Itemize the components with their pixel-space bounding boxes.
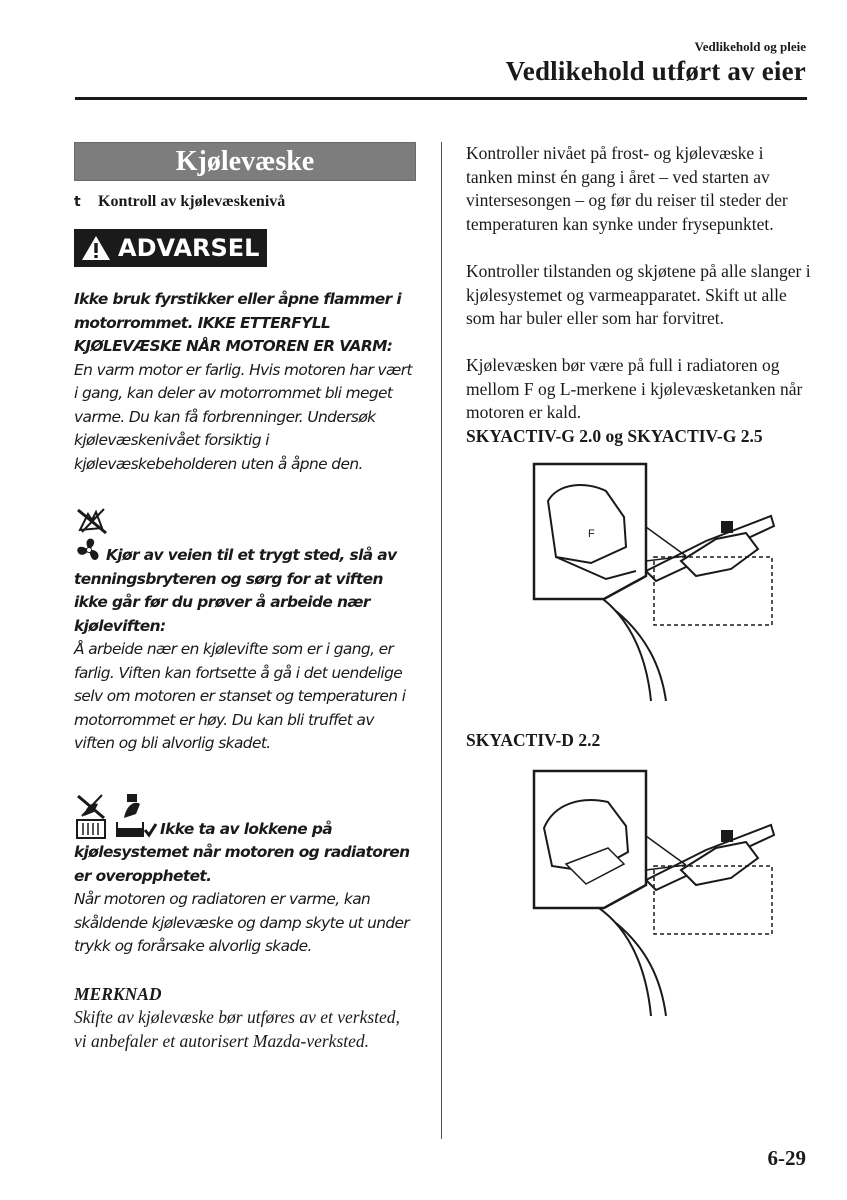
no-flame-icon [74, 506, 110, 536]
warning-block-1 [74, 288, 416, 476]
header-rule [75, 97, 807, 100]
warning-triangle-icon [80, 234, 112, 262]
warning-body: Å arbeide nær en kjølevifte som er i gang, er farlig. Viften kan fortsette å gå i det uendelige selv om motoren er stanset og temperaturen i motorrommet er høy. Du kan bli truffet av viften og bli alvorlig skadet. [74, 640, 406, 752]
left-column [74, 142, 416, 1053]
section-banner: Kjølevæske [74, 142, 416, 181]
coolant-tank-illustration-g [496, 461, 776, 701]
warning-badge [74, 229, 267, 267]
column-divider [441, 142, 442, 1139]
paragraph-coolant-check: Kontroller nivået på frost- og kjølevæske i tanken minst én gang i året – ved starten av vintersesongen – og før du reiser til steder der temperaturen kan synke under frysepunktet. [466, 143, 788, 235]
warning-badge-label: ADVARSEL [118, 234, 260, 262]
paragraph-level: Kjølevæsken bør være på full i radiatoren og mellom F og L-merkene i kjølevæsketanken når motoren er kald. [466, 354, 803, 423]
model-label-g: SKYACTIV-G 2.0 og SKYACTIV-G 2.5 [466, 426, 763, 447]
warning-block-2 [74, 506, 416, 756]
note-body: Skifte av kjølevæske bør utføres av et verksted, vi anbefaler et autorisert Mazda-verksted. [74, 1007, 400, 1051]
coolant-tank-cap-icon [114, 792, 158, 840]
note-title: MERKNAD [74, 983, 162, 1004]
subheading-text: Kontroll av kjølevæskenivå [98, 193, 286, 210]
model-label-d: SKYACTIV-D 2.2 [466, 729, 601, 750]
warning-title: Ikke ta av lokkene på kjølesystemet når motoren og radiatoren er overopphetet. [74, 792, 416, 889]
warning-title: Ikke bruk fyrstikker eller åpne flammer i motorrommet. IKKE ETTERFYLL KJØLEVÆSKE NÅR MOTOREN ER VARM: [74, 290, 402, 355]
paragraph-hoses: Kontroller tilstanden og skjøtene på alle slanger i kjølesystemet og varmeapparatet. Skift ut alle som har buler eller som har forvitret. [466, 260, 811, 329]
page-number: 6-29 [767, 1146, 806, 1170]
f-mark: F [588, 527, 595, 540]
fan-icon [74, 536, 104, 564]
subheading-bullet: t [74, 194, 81, 210]
coolant-tank-illustration-d [496, 768, 776, 1016]
warning-body: En varm motor er farlig. Hvis motoren har vært i gang, kan deler av motorrommet bli meget varme. Du kan få forbrenninger. Undersøk kjølevæskenivået forsiktig i kjølevæskebeholderen uten å åpne den. [74, 360, 412, 473]
right-column [466, 142, 811, 1016]
warning-body: Når motoren og radiatoren er varme, kan skåldende kjølevæske og damp skyte ut under trykk og forårsake alvorlig skade. [74, 890, 410, 955]
warning-block-3 [74, 792, 416, 959]
warning-title: Kjør av veien til et trygt sted, slå av tenningsbryteren og sørg for at viften ikke går før du prøver å arbeide nær kjøleviften: [74, 536, 416, 638]
note [74, 983, 416, 1054]
header-section: Vedlikehold og pleie [694, 39, 806, 54]
subheading [74, 193, 416, 211]
page-title: Vedlikehold utført av eier [505, 56, 806, 86]
radiator-cap-icon [74, 792, 108, 840]
